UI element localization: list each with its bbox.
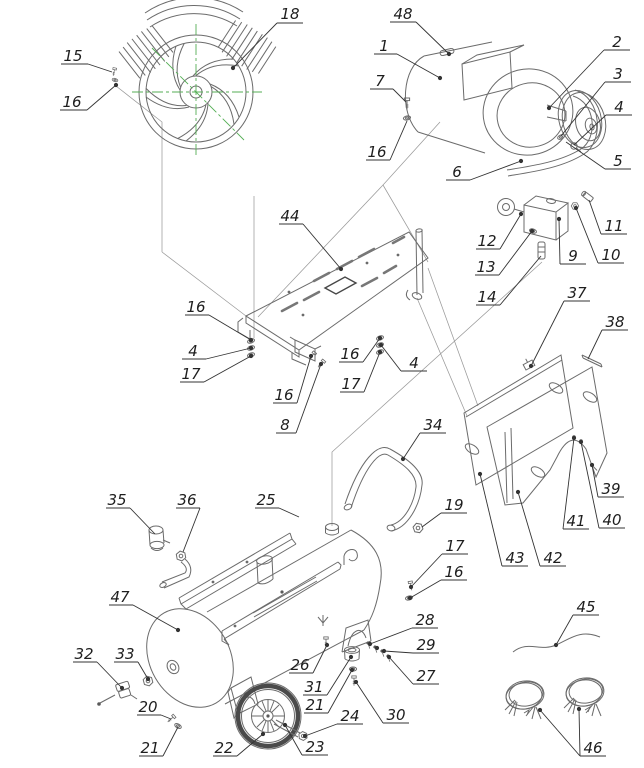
hose-coil-left (504, 678, 546, 719)
callout-layer (60, 5, 632, 757)
callout-19 (422, 496, 467, 527)
part-number: 16 (274, 386, 294, 404)
mount-rail-lower (222, 562, 341, 645)
motor-terminal-box (462, 45, 524, 100)
callout-16 (366, 121, 407, 161)
plate-middle-bracket (290, 337, 321, 365)
pump-screw (111, 68, 116, 77)
part-number: 25 (256, 491, 276, 509)
part-number: 35 (107, 491, 127, 509)
callout-16 (60, 83, 118, 111)
part-number: 44 (280, 207, 300, 225)
drain-boss (165, 658, 182, 676)
part-number: 27 (416, 667, 436, 685)
motor-unit (403, 42, 612, 176)
part-number: 4 (614, 98, 624, 116)
part-number: 31 (304, 678, 324, 696)
part-number: 10 (601, 246, 621, 264)
callout-29 (382, 636, 439, 654)
part-number: 29 (416, 636, 436, 654)
pump-fan-unit (118, 0, 278, 158)
callout-27 (387, 655, 439, 685)
switch-port (546, 198, 556, 204)
callout-11 (589, 200, 627, 235)
part-number: 2 (612, 33, 622, 51)
part-number: 15 (63, 47, 83, 65)
part-number: 16 (444, 563, 464, 581)
part-number: 45 (576, 598, 596, 616)
part-number: 20 (138, 698, 158, 716)
part-number: 3 (613, 65, 623, 83)
callout-6 (446, 159, 523, 181)
callout-4 (182, 342, 253, 360)
part-number: 4 (188, 342, 198, 360)
projection-lines (116, 86, 542, 526)
callout-31 (303, 655, 353, 696)
part-number: 30 (386, 706, 406, 724)
handle-nut (412, 523, 423, 533)
part-number: 42 (543, 549, 563, 567)
base-plate (238, 228, 428, 368)
switch-tube-fitting (538, 242, 545, 259)
elbow-tube (159, 559, 191, 588)
part-number: 17 (341, 375, 361, 393)
part-number: 46 (583, 739, 603, 757)
callout-38 (588, 313, 628, 359)
plate-slots (282, 237, 404, 311)
part-number: 12 (477, 232, 497, 250)
callout-15 (61, 47, 112, 72)
check-valve (149, 526, 170, 551)
callout-43 (478, 472, 528, 567)
part-number: 36 (177, 491, 197, 509)
callout-21 (139, 727, 178, 757)
part-number: 38 (605, 313, 625, 331)
part-number: 32 (74, 645, 94, 663)
pressure-switch (498, 191, 594, 259)
part-number: 17 (181, 365, 201, 383)
part-number: 47 (110, 588, 130, 606)
callout-4 (379, 343, 427, 372)
wheel (235, 683, 301, 749)
part-number: 37 (567, 284, 587, 302)
pulley-washer (557, 134, 565, 141)
bracket-screw (166, 714, 176, 723)
tube-nut (175, 550, 187, 562)
callout-30 (354, 680, 409, 724)
part-number: 6 (452, 163, 462, 181)
callout-25 (255, 491, 299, 517)
part-number: 14 (477, 288, 497, 306)
part-number: 16 (186, 298, 206, 316)
part-number: 1 (379, 37, 389, 55)
shroud-arcs (145, 0, 243, 27)
callout-35 (106, 491, 155, 534)
guard-rod (582, 355, 602, 367)
callout-16 (273, 354, 313, 404)
part-number: 43 (505, 549, 525, 567)
part-number: 21 (305, 696, 325, 714)
part-number: 34 (423, 416, 443, 434)
part-number: 11 (604, 217, 624, 235)
part-number: 39 (601, 480, 621, 498)
callout-36 (176, 491, 200, 552)
part-number: 4 (409, 354, 419, 372)
part-number: 5 (613, 152, 623, 170)
callout-33 (114, 645, 150, 681)
part-number: 16 (340, 345, 360, 363)
part-number: 33 (115, 645, 135, 663)
part-number: 23 (305, 738, 325, 756)
callout-20 (137, 698, 171, 719)
drain-valve (97, 681, 137, 706)
part-number: 9 (568, 247, 578, 265)
part-number: 16 (62, 93, 82, 111)
callout-26 (289, 643, 329, 674)
callout-9 (557, 217, 586, 265)
part-number: 8 (280, 416, 290, 434)
part-number: 21 (140, 739, 160, 757)
part-number: 24 (340, 707, 360, 725)
part-number: 19 (444, 496, 464, 514)
part-number: 16 (367, 143, 387, 161)
plate-square-hole (325, 277, 356, 294)
callout-46 (538, 707, 606, 757)
callout-16 (339, 336, 382, 363)
bracket-washer (174, 722, 182, 729)
belt-guard (464, 355, 607, 505)
switch-elbow-fitting (581, 191, 594, 203)
part-number: 26 (290, 656, 310, 674)
callout-48 (390, 5, 451, 56)
part-number: 48 (393, 5, 413, 23)
callout-45 (554, 598, 599, 647)
tank-right-dome (351, 530, 381, 630)
callout-12 (476, 212, 523, 250)
part-number: 22 (214, 739, 234, 757)
callout-34 (401, 416, 446, 461)
hose-coil-right (564, 675, 606, 716)
part-number: 41 (566, 512, 586, 530)
part-number: 28 (415, 611, 435, 629)
carry-handle (343, 448, 422, 532)
callout-16 (408, 563, 467, 600)
pump-washer (112, 78, 118, 83)
part-number: 40 (602, 511, 622, 529)
relief-symbol (318, 615, 328, 626)
drive-belt (507, 90, 597, 176)
part-number: 13 (476, 258, 496, 276)
callout-16 (185, 298, 253, 342)
handle-mount-curl (344, 549, 357, 565)
callout-41 (563, 436, 589, 530)
part-number: 17 (445, 537, 465, 555)
part-number: 7 (375, 72, 385, 90)
callout-7 (370, 72, 406, 102)
belt-guard-front-panel (464, 355, 573, 485)
belt-guard-back-panel (487, 367, 607, 505)
part-number: 18 (280, 5, 300, 23)
callout-5 (566, 142, 631, 170)
